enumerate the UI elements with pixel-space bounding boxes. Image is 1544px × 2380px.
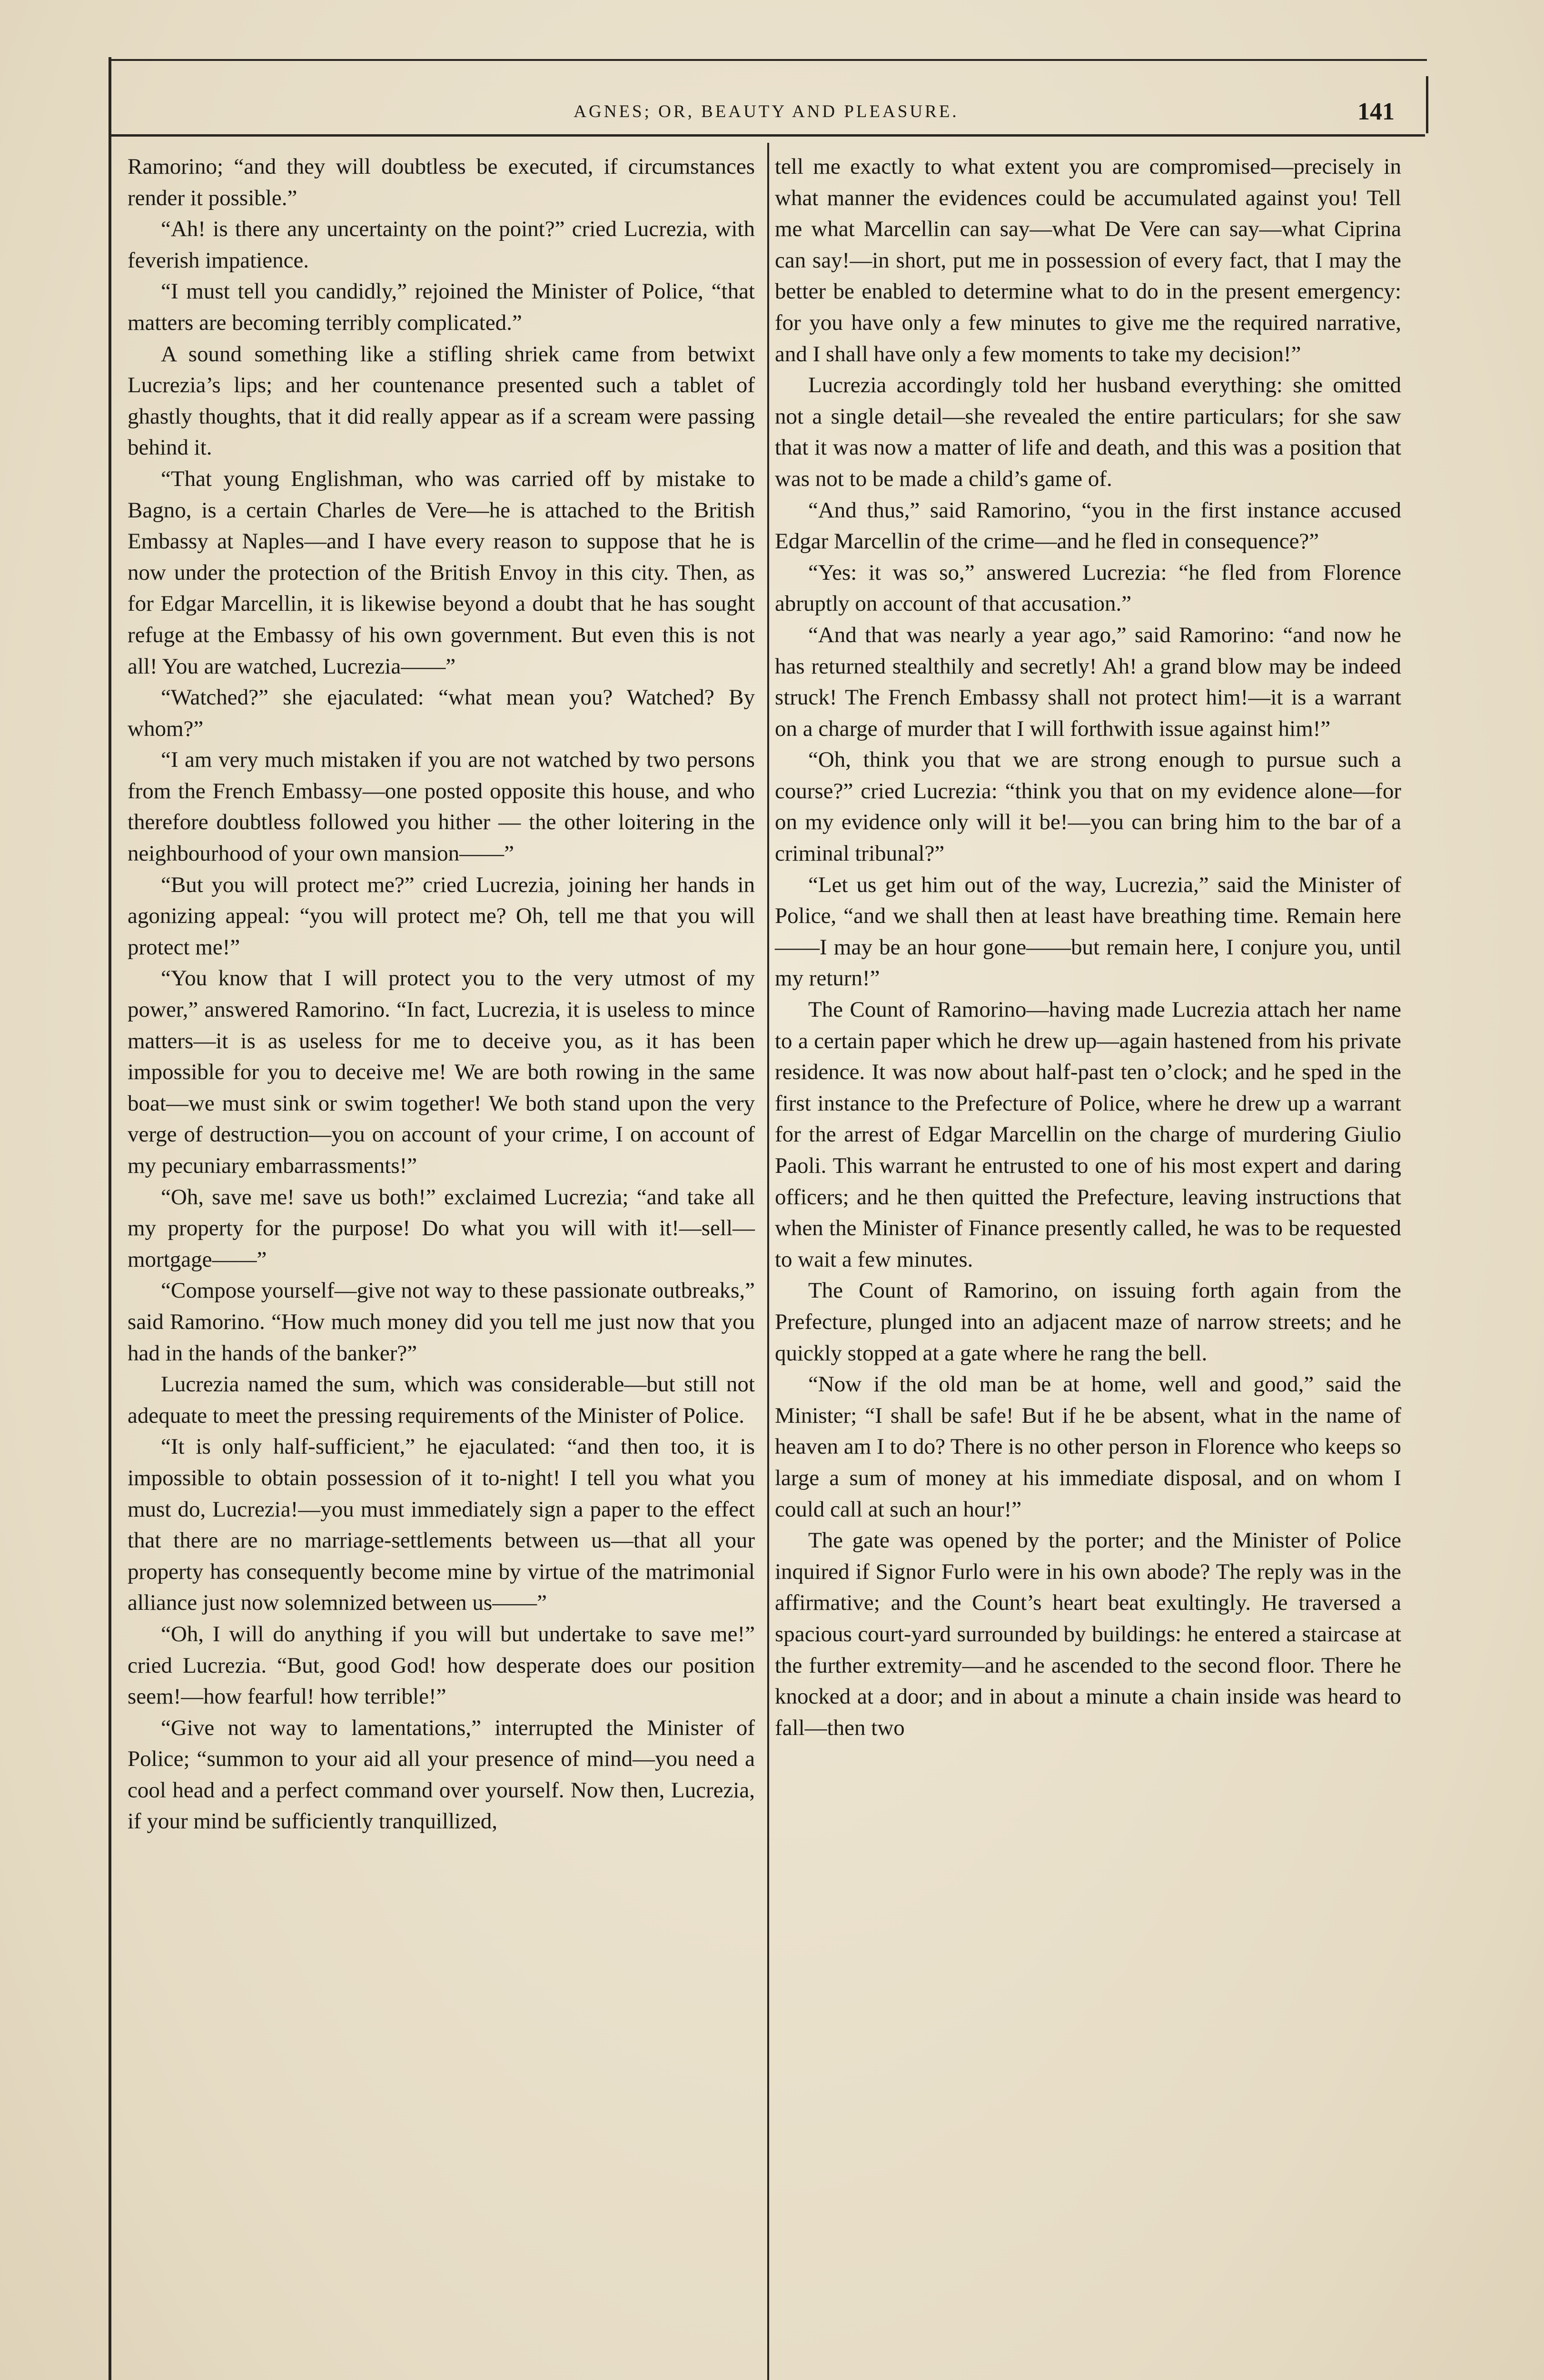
- paragraph: “Oh, think you that we are strong enough to pursue such a course?” cried Lucrezia: “think you that on my evidence alone—for on my evidence only will it be!—you can bring him to the bar of a criminal tribunal?”: [775, 747, 1401, 866]
- paragraph: The Count of Ramorino—having made Lucrezia attach her name to a certain paper which he drew up—again hastened from his private residence. It was now about half-past ten o’clock; and he sped in the first instance to the Prefecture of Police, where he drew up a warrant for the arrest of Edgar Marcellin on the charge of murdering Giulio Paoli. This warrant he entrusted to one of his most expert and daring officers; and he then quitted the Prefecture, leaving instructions that when the Minister of Finance presently called, he was to be requested to wait a few minutes.: [775, 997, 1401, 1272]
- right-column: [775, 151, 1401, 1744]
- running-head: [114, 95, 1418, 129]
- header-rule-bottom: [111, 134, 1425, 137]
- paragraph: “Yes: it was so,” answered Lucrezia: “he fled from Florence abruptly on account of that accusation.”: [775, 560, 1401, 616]
- header-rule-top: [109, 59, 1427, 61]
- paragraph: “I must tell you candidly,” rejoined the Minister of Police, “that matters are becoming terribly complicated.”: [128, 279, 755, 335]
- paragraph: “And thus,” said Ramorino, “you in the first instance accused Edgar Marcellin of the crime—and he fled in consequence?”: [775, 497, 1401, 554]
- paragraph: “Let us get him out of the way, Lucrezia,” said the Minister of Police, “and we shall then at least have breathing time. Remain here——I may be an hour gone——but remain here, I conjure you, until my return!”: [775, 872, 1401, 991]
- paragraph: “And that was nearly a year ago,” said Ramorino: “and now he has returned stealthily and secretly! Ah! a grand blow may be indeed struck! The French Embassy shall not protect him!—it is a warrant on a charge of murder that I will forthwith issue against him!”: [775, 622, 1401, 741]
- paragraph: Lucrezia accordingly told her husband everything: she omitted not a single detail—she revealed the entire particulars; for she saw that it was now a matter of life and death, and this was a position that was not to be made a child’s game of.: [775, 373, 1401, 491]
- paragraph: “Oh, save me! save us both!” exclaimed Lucrezia; “and take all my property for the purpose! Do what you will with it!—sell—mortgage——”: [128, 1184, 755, 1272]
- paragraph: “Oh, I will do anything if you will but undertake to save me!” cried Lucrezia. “But, good God! how desperate does our position seem!—how fearful! how terrible!”: [128, 1621, 755, 1709]
- paragraph: “Give not way to lamentations,” interrupted the Minister of Police; “summon to your aid all your presence of mind—you need a cool head and a perfect command over yourself. Now then, Lucrezia, if your mind be sufficiently tranquillized,: [128, 1715, 755, 1834]
- left-border-rule: [109, 57, 111, 2380]
- left-column: [128, 151, 755, 1837]
- right-border-mark: [1426, 76, 1428, 133]
- paragraph: “That young Englishman, who was carried off by mistake to Bagno, is a certain Charles de Vere—he is attached to the British Embassy at Naples—and I have every reason to suppose that he is now under the protection of the British Envoy in this city. Then, as for Edgar Marcellin, it is likewise beyond a doubt that he has sought refuge at the Embassy of his own government. But even this is not all! You are watched, Lucrezia——”: [128, 466, 755, 679]
- paragraph: The gate was opened by the porter; and the Minister of Police inquired if Signor Furlo were in his own abode? The reply was in the affirmative; and the Count’s heart beat exultingly. He traversed a spacious court-yard surrounded by buildings: he entered a staircase at the further extremity—and he ascended to the second floor. There he knocked at a door; and in about a minute a chain inside was heard to fall—then two: [775, 1528, 1401, 1740]
- paragraph: “But you will protect me?” cried Lucrezia, joining her hands in agonizing appeal: “you will protect me? Oh, tell me that you will protect me!”: [128, 872, 755, 960]
- paragraph: “Compose yourself—give not way to these passionate outbreaks,” said Ramorino. “How much money did you tell me just now that you had in the hands of the banker?”: [128, 1278, 755, 1366]
- running-title: AGNES; OR, BEAUTY AND PLEASURE.: [574, 102, 959, 121]
- paragraph: “You know that I will protect you to the very utmost of my power,” answered Ramorino. “In fact, Lucrezia, it is useless to mince matters—it is as useless for me to deceive you, as it has been impossible for you to deceive me! We are both rowing in the same boat—we must sink or swim together! We both stand upon the very verge of destruction—you on account of your crime, I on account of my pecuniary embarrassments!”: [128, 966, 755, 1178]
- page-number: 141: [1357, 98, 1395, 125]
- paragraph: tell me exactly to what extent you are compromised—precisely in what manner the evidences could be accumulated against you! Tell me what Marcellin can say—what De Vere can say—what Ciprina can say!—in short, put me in possession of every fact, that I may the better be enabled to determine what to do in the present emergency: for you have only a few minutes to give me the required narrative, and I shall have only a few moments to take my decision!”: [775, 154, 1401, 367]
- paragraph: “Watched?” she ejaculated: “what mean you? Watched? By whom?”: [128, 685, 755, 741]
- paragraph: Ramorino; “and they will doubtless be executed, if circumstances render it possible.”: [128, 154, 755, 210]
- paragraph: “It is only half-sufficient,” he ejaculated: “and then too, it is impossible to obtain possession of it to-night! I tell you what you must do, Lucrezia!—you must immediately sign a paper to the effect that there are no marriage-settlements between us—that all your property has consequently become mine by virtue of the matrimonial alliance just now solemnized between us——”: [128, 1434, 755, 1616]
- paragraph: “Now if the old man be at home, well and good,” said the Minister; “I shall be safe! But if he be absent, what in the name of heaven am I to do? There is no other person in Florence who keeps so large a sum of money at his immediate disposal, and on whom I could call at such an hour!”: [775, 1372, 1401, 1522]
- paragraph: “Ah! is there any uncertainty on the point?” cried Lucrezia, with feverish impatience.: [128, 217, 755, 273]
- paragraph: “I am very much mistaken if you are not watched by two persons from the French Embassy—one posted opposite this house, and who therefore doubtless followed you hither — the other loitering in the neighbourhood of your own mansion——”: [128, 747, 755, 866]
- column-divider: [767, 143, 769, 2380]
- paragraph: The Count of Ramorino, on issuing forth again from the Prefecture, plunged into an adjacent maze of narrow streets; and he quickly stopped at a gate where he rang the bell.: [775, 1278, 1401, 1366]
- paragraph: Lucrezia named the sum, which was considerable—but still not adequate to meet the pressing requirements of the Minister of Police.: [128, 1372, 755, 1428]
- paragraph: A sound something like a stifling shriek came from betwixt Lucrezia’s lips; and her countenance presented such a tablet of ghastly thoughts, that it did really appear as if a scream were passing behind it.: [128, 341, 755, 460]
